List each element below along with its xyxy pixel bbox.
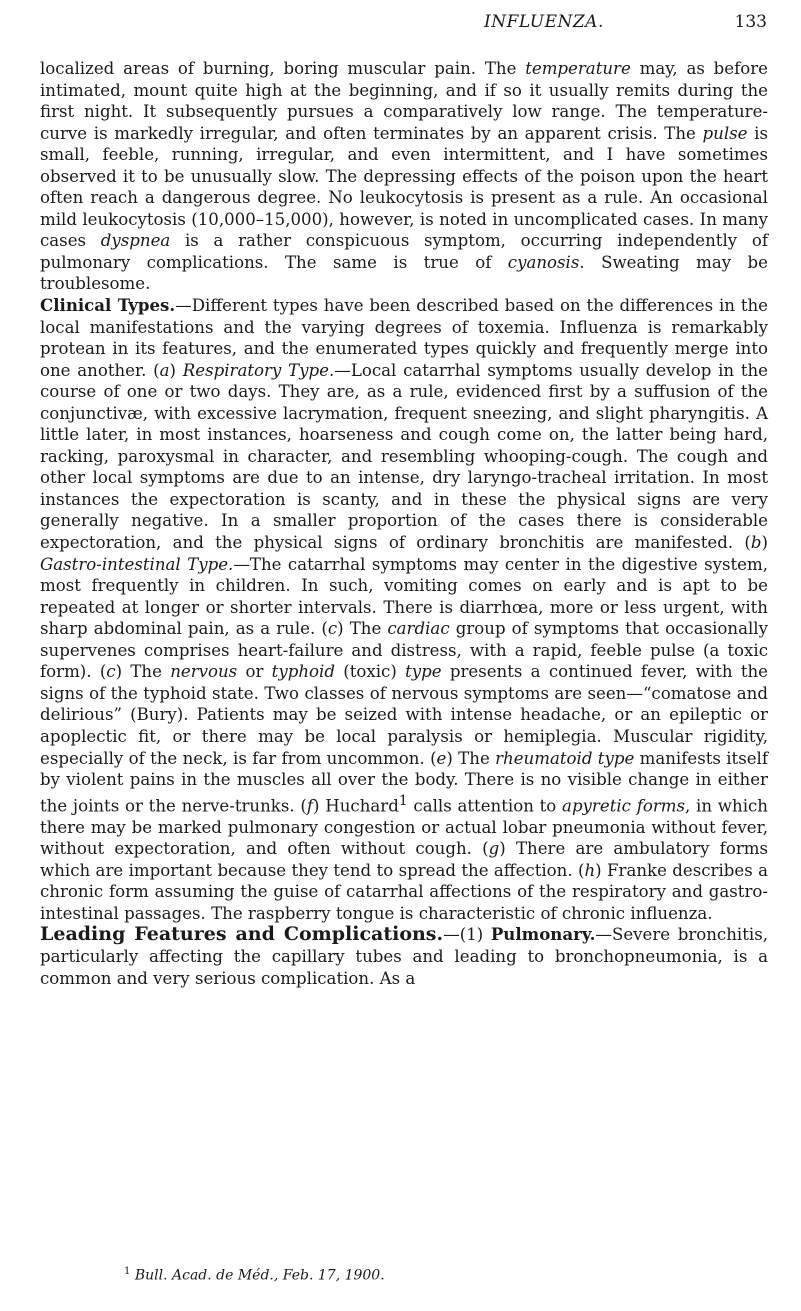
text-run: nervous <box>170 662 238 682</box>
text-run: ) <box>169 360 183 380</box>
text-run: ) There are ambulatory forms which are important because they tend to spread the affection. ( <box>40 839 769 880</box>
text-run: Clinical Types. <box>40 295 176 316</box>
text-run: h <box>584 860 596 880</box>
text-run: localized areas of burning, boring muscular pain. The <box>40 59 526 78</box>
text-run: ) Franke describes a chronic form assuming the guise of catarrhal affections of the respiratory and gastro-intestinal passages. The raspberry tongue is characteristic of chronic influenza. <box>40 860 769 923</box>
text-run: is a rather conspicuous symptom, occurring independently of pulmonary complications. The same is true of <box>40 231 768 272</box>
text-run: cyanosis <box>507 252 580 272</box>
text-run: —Severe bronchitis, particularly affecting the capillary tubes and leading to bronchopneumonia, is a common and very serious complication. As a <box>40 925 768 988</box>
footnote <box>124 1266 385 1284</box>
text-run: is small, feeble, running, irregular, and even intermittent, and I have sometimes observed it to be unusually slow. The depressing effects of the poison upon the heart often reach a dangerous degree. No leukocytosis is present as a rule. An occasional mild leukocytosis (10,000–15,000), however, is noted in uncomplicated cases. In many cases <box>40 123 768 251</box>
text-run: ) <box>761 533 768 553</box>
text-run: typhoid <box>271 662 335 682</box>
text-run: Respiratory Type. <box>182 360 335 380</box>
text-run: ) Huchard <box>313 796 399 816</box>
text-run: ) The <box>446 748 496 768</box>
text-run: dyspnea <box>100 231 171 251</box>
paragraph-complications <box>40 924 768 989</box>
text-run: . Sweating may be troublesome. <box>40 252 768 294</box>
running-title: INFLUENZA. <box>484 12 604 32</box>
text-run: e <box>436 748 447 768</box>
text-run: or <box>237 662 272 682</box>
text-run: calls attention to <box>407 796 563 816</box>
text-run: —Local catarrhal symptoms usually develop in the course of one or two days. They are, as a rule, evidenced first by a suffusion of the conjunctivæ, with excessive lacrymation, frequent sneezing, and slight pharyngitis. A little later, in most instances, hoarseness and cough come on, the latter being hard, racking, paroxysmal in character, and resembling whooping-cough. The cough and other local symptoms are due to an intense, dry laryngo-tracheal irritation. In most instances the expectoration is scanty, and in these the physical signs are very generally negative. In a smaller proportion of the cases there is considerable expectoration, and the physical signs of ordinary bronchitis are manifested. ( <box>40 360 768 553</box>
text-run: —(1) <box>443 925 491 945</box>
text-run: —Different types have been described based on the differences in the local manifestations and the varying degrees of toxemia. Influenza is remarkably protean in its features, and the enumerated types quickly and frequently merge into one another. ( <box>40 296 768 380</box>
text-run: c <box>106 662 116 682</box>
text-run: —The catarrhal symptoms may center in the digestive system, most frequently in children. In such, vomiting comes on early and is apt to be repeated at longer or shorter intervals. There is diarrhœa, more or less urgent, with sharp abdominal pain, as a rule. ( <box>40 554 768 639</box>
text-run: , in which there may be marked pulmonary congestion or actual lobar pneumonia without fever, without expectoration, and often without cough. ( <box>40 796 768 859</box>
body-text <box>40 58 768 989</box>
text-run: apyretic forms <box>562 796 686 816</box>
text-run: a <box>159 360 170 380</box>
text-run: presents a continued fever, with the signs of the typhoid state. Two classes of nervous symptoms are seen—“comatose and delirious” (Bury). Patients may be seized with intense headache, or an epileptic or apoplectic fit, or there may be local paralysis or hemiplegia. Muscular rigidity, especially of the neck, is far from uncommon. ( <box>40 662 768 768</box>
text-run: may, as before intimated, mount quite high at the beginning, and if so it usually remits during the first night. It subsequently pursues a comparatively low range. The temperature-curve is markedly irregular, and often terminates by an apparent crisis. The <box>40 59 768 143</box>
footnote-text: Bull. Acad. de Méd., Feb. 17, 1900. <box>134 1267 385 1284</box>
running-header <box>360 12 767 38</box>
paragraph-temperature-pulse <box>40 58 768 295</box>
text-run: Gastro-intestinal Type. <box>40 554 234 574</box>
text-run: f <box>306 796 314 816</box>
text-run: Pulmonary. <box>490 924 596 945</box>
text-run: 1 <box>398 792 408 809</box>
text-run: ) The <box>115 662 171 682</box>
text-run: manifests itself by violent pains in the muscles all over the body. There is no visible change in either the joints or the nerve-trunks. ( <box>40 748 768 816</box>
text-run: rheumatoid type <box>495 748 635 768</box>
text-run: temperature <box>525 59 631 78</box>
text-run: c <box>327 619 338 639</box>
text-run: group of symptoms that occasionally supervenes comprises heart-failure and distress, with a rapid, feeble pulse (a toxic form). ( <box>40 619 768 682</box>
text-run: Leading Features and Complications. <box>40 923 444 946</box>
text-run: cardiac <box>387 619 450 639</box>
text-run: b <box>750 533 762 553</box>
text-run: (toxic) <box>334 662 406 682</box>
text-run: ) The <box>337 619 388 639</box>
paragraph-clinical-types <box>40 295 768 924</box>
page-number: 133 <box>734 12 767 32</box>
text-run: g <box>488 839 500 859</box>
text-run: pulse <box>702 123 748 143</box>
text-run: type <box>405 662 442 682</box>
footnote-mark: 1 <box>124 1266 131 1277</box>
